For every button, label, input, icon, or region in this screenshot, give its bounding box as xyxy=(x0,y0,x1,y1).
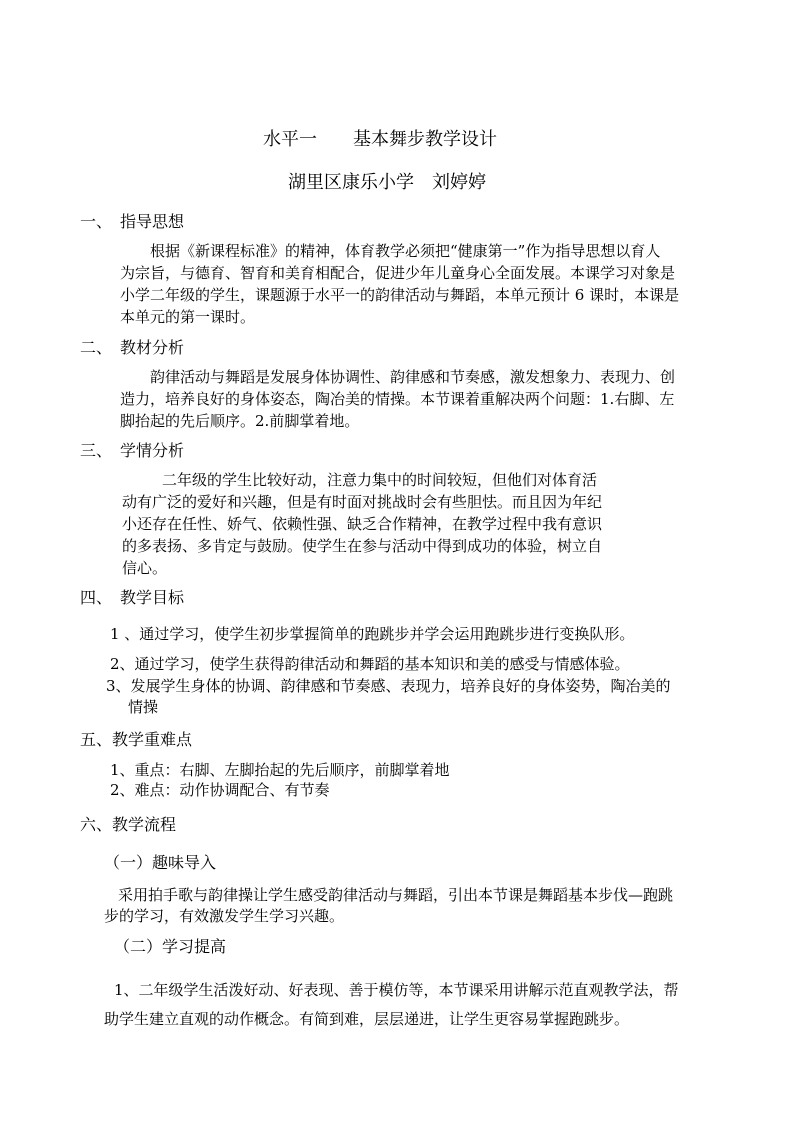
list-item: 1、重点：右脚、左脚抬起的先后顺序，前脚掌着地 xyxy=(110,761,450,779)
document-author: 湖里区康乐小学 刘婷婷 xyxy=(288,172,486,193)
list-item: 1 、通过学习，使学生初步掌握简单的跑跳步并学会运用跑跳步进行变换队形。 xyxy=(110,625,635,643)
paragraph-line: 助学生建立直观的动作概念。有简到难，层层递进，让学生更容易掌握跑跳步。 xyxy=(104,1010,630,1028)
paragraph-line: 韵律活动与舞蹈是发展身体协调性、韵律感和节奏感，激发想象力、表现力、创 xyxy=(150,368,676,386)
paragraph-line: 为宗旨，与德育、智育和美育相配合，促进少年儿童身心全面发展。本课学习对象是 xyxy=(120,264,676,282)
paragraph-line: 动有广泛的爱好和兴趣，但是有时面对挑战时会有些胆怯。而且因为年纪 xyxy=(122,493,603,511)
paragraph-line: 二年级的学生比较好动，注意力集中的时间较短，但他们对体育活 xyxy=(162,471,598,489)
paragraph-line: 1、二年级学生活泼好动、好表现、善于模仿等，本节课采用讲解示范直观教学法，帮 xyxy=(114,981,679,999)
subsection-heading: （一）趣味导入 xyxy=(104,853,217,872)
section-heading: 四、 教学目标 xyxy=(80,588,185,607)
section-heading: 三、 学情分析 xyxy=(80,441,185,460)
section-heading: 六、教学流程 xyxy=(80,815,177,834)
subsection-heading: （二）学习提高 xyxy=(114,937,227,956)
paragraph-line: 的多表扬、多肯定与鼓励。使学生在参与活动中得到成功的体验，树立自 xyxy=(122,537,603,555)
paragraph-line: 造力，培养良好的身体姿态，陶冶美的情操。本节课着重解决两个问题：1.右脚、左 xyxy=(120,390,675,408)
paragraph-line: 步的学习，有效激发学生学习兴趣。 xyxy=(104,907,345,925)
section-heading: 五、教学重难点 xyxy=(80,730,193,749)
paragraph-line: 采用拍手歌与韵律操让学生感受韵律活动与舞蹈，引出本节课是舞蹈基本步伐—跑跳 xyxy=(118,886,674,904)
paragraph-line: 小学二年级的学生，课题源于水平一的韵律活动与舞蹈，本单元预计 6 课时，本课是 xyxy=(120,286,680,304)
list-item: 2、难点：动作协调配合、有节奏 xyxy=(110,781,330,799)
paragraph-line: 本单元的第一课时。 xyxy=(120,308,256,326)
list-item: 2、通过学习，使学生获得韵律活动和舞蹈的基本知识和美的感受与情感体验。 xyxy=(110,655,630,673)
paragraph-line: 脚抬起的先后顺序。2.前脚掌着地。 xyxy=(120,412,360,430)
document-title: 水平一 基本舞步教学设计 xyxy=(263,129,497,150)
section-heading: 一、 指导思想 xyxy=(80,212,185,231)
paragraph-line: 小还存在任性、娇气、依赖性强、缺乏合作精神，在教学过程中我有意识 xyxy=(122,515,603,533)
section-heading: 二、 教材分析 xyxy=(80,338,185,357)
list-item: 3、发展学生身体的协调、韵律感和节奏感、表现力，培养良好的身体姿势，陶冶美的 xyxy=(106,677,671,695)
list-item-continuation: 情操 xyxy=(128,698,159,716)
paragraph-line: 信心。 xyxy=(122,559,168,577)
paragraph-line: 根据《新课程标准》的精神，体育教学必须把“健康第一”作为指导思想以育人 xyxy=(150,242,661,260)
